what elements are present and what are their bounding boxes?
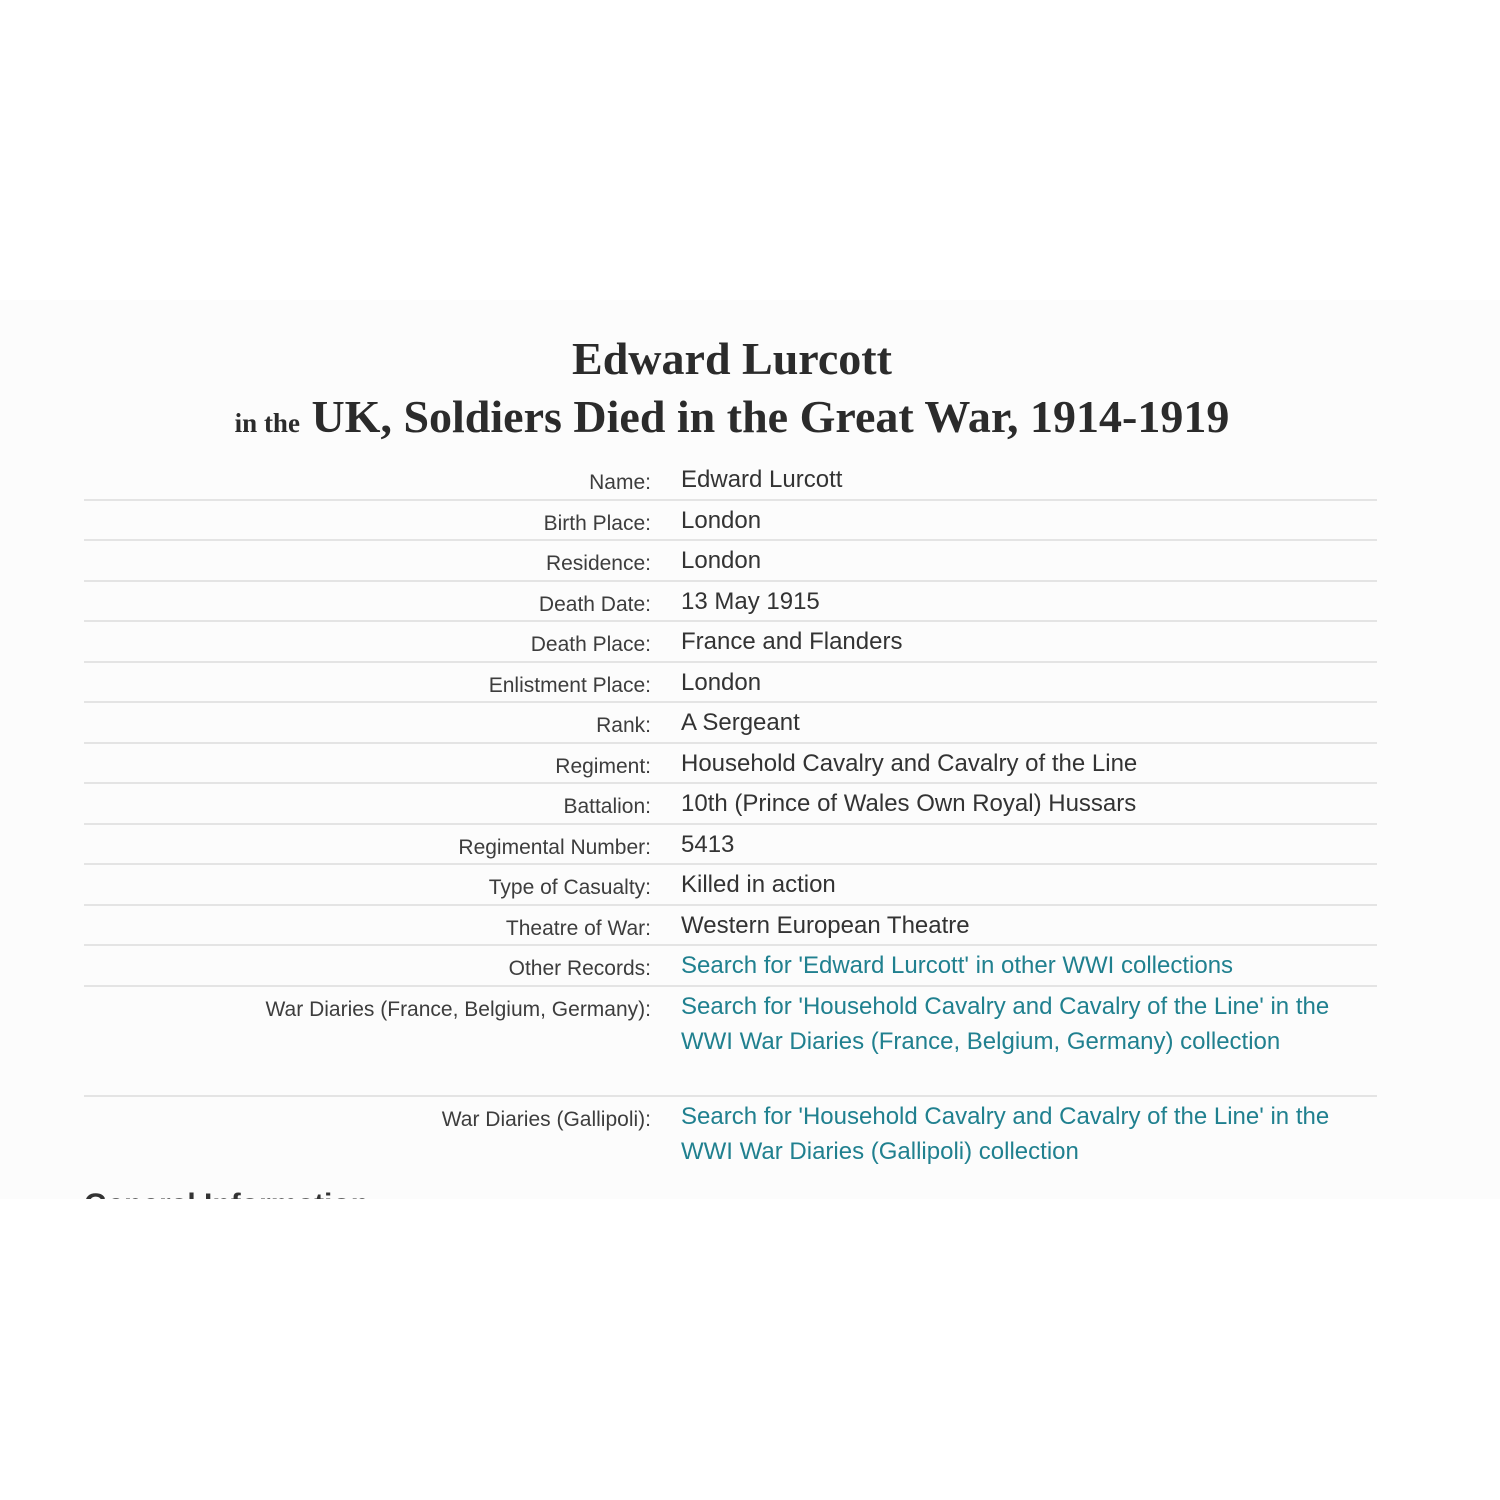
record-label: Residence:: [545, 552, 651, 575]
record-value: London: [681, 668, 762, 696]
record-label: Other Records:: [508, 957, 651, 980]
record-label: Battalion:: [563, 795, 651, 818]
record-label: Birth Place:: [543, 511, 651, 535]
record-row-birth-place: [84, 501, 1377, 542]
war-diaries-france-search-link[interactable]: Search for 'Household Cavalry and Cavalry of the Line' in the WWI War Diaries (France, Belgium, Germany) collection: [681, 992, 1330, 1055]
record-label: Name:: [589, 471, 651, 494]
record-row-rank: [84, 703, 1377, 744]
record-label: War Diaries (France, Belgium, Germany):: [265, 997, 651, 1021]
collection-prefix: in the: [234, 408, 300, 438]
record-label: Death Place:: [530, 633, 651, 656]
record-row-death-date: [84, 582, 1377, 623]
collection-heading: [0, 387, 1500, 453]
record-row-regimental-number: [84, 825, 1377, 866]
record-label: Type of Casualty:: [488, 876, 651, 899]
record-label: Rank:: [596, 714, 651, 737]
collection-title: UK, Soldiers Died in the Great War, 1914-1919: [311, 391, 1230, 442]
record-value: Household Cavalry and Cavalry of the Line: [681, 749, 1138, 777]
record-label: Regimental Number:: [458, 835, 651, 859]
record-row-war-diaries-france: [84, 987, 1377, 1097]
record-row-enlistment-place: [84, 663, 1377, 704]
record-title: [0, 333, 1500, 453]
record-row-regiment: [84, 744, 1377, 785]
record-row-other-records: [84, 946, 1377, 987]
record-value: Edward Lurcott: [681, 466, 843, 493]
record-value: France and Flanders: [681, 628, 903, 655]
record-row-theatre-of-war: [84, 906, 1377, 947]
record-value: Killed in action: [681, 871, 836, 898]
record-label: War Diaries (Gallipoli):: [441, 1107, 651, 1131]
record-row-type-of-casualty: [84, 865, 1377, 906]
record-row-death-place: [84, 622, 1377, 663]
record-value: 10th (Prince of Wales Own Royal) Hussars: [681, 790, 1137, 817]
record-value: London: [681, 547, 762, 574]
record-label: Theatre of War:: [505, 916, 651, 940]
record-row-battalion: [84, 784, 1377, 825]
person-name-heading: Edward Lurcott: [572, 333, 892, 384]
record-details-table: [84, 460, 1377, 1169]
record-value: 5413: [681, 830, 735, 858]
record-value: London: [681, 506, 762, 534]
record-label: Regiment:: [555, 754, 651, 778]
record-row-name: [84, 460, 1377, 501]
record-value: 13 May 1915: [681, 587, 820, 615]
record-label: Enlistment Place:: [488, 673, 651, 697]
record-row-residence: [84, 541, 1377, 582]
other-records-search-link[interactable]: Search for 'Edward Lurcott' in other WWI collections: [681, 952, 1234, 979]
record-value: A Sergeant: [681, 709, 800, 736]
section-heading-cropped: [84, 1185, 369, 1197]
record-label: Death Date:: [538, 592, 651, 616]
record-row-war-diaries-gallipoli: [84, 1097, 1377, 1169]
record-value: Western European Theatre: [681, 911, 970, 939]
page-background-bottom: [0, 1199, 1500, 1500]
war-diaries-gallipoli-search-link[interactable]: Search for 'Household Cavalry and Cavalry of the Line' in the WWI War Diaries (Gallipoli) collection: [681, 1102, 1330, 1165]
